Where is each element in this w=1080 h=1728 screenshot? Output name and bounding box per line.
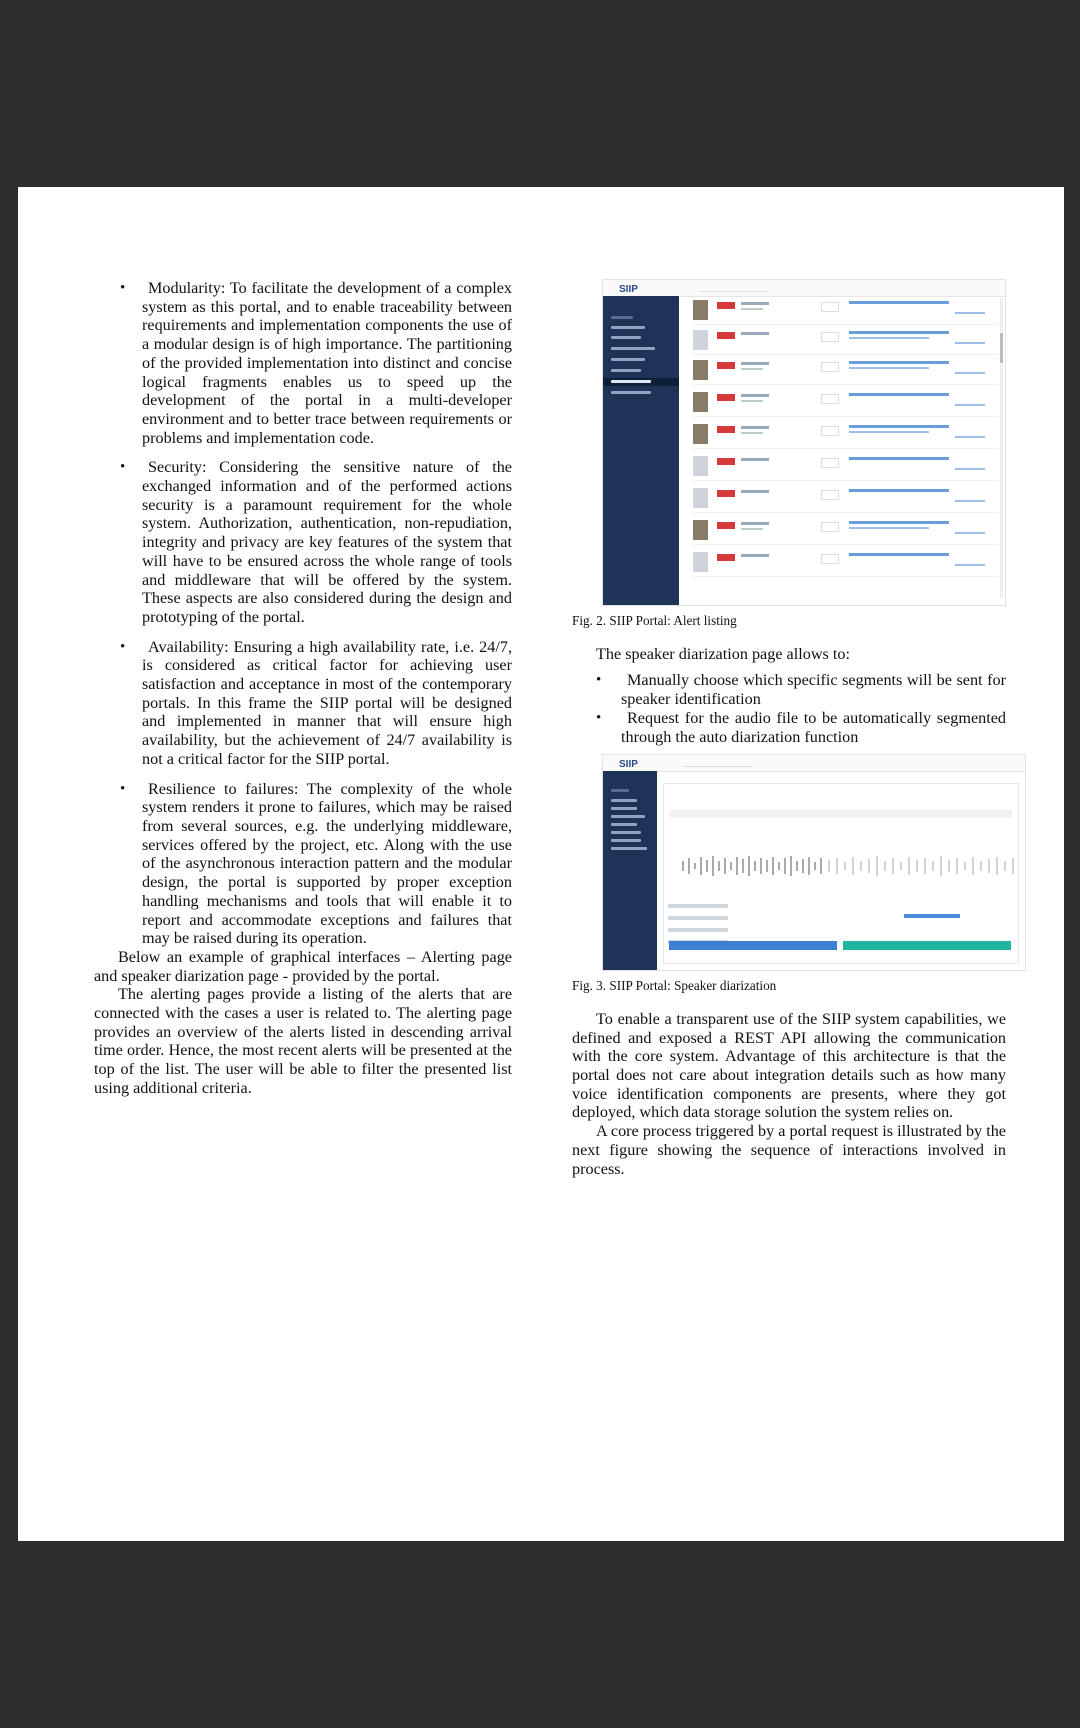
- portal-sidebar: [603, 296, 679, 605]
- figure-2-caption: Fig. 2. SIIP Portal: Alert listing: [572, 613, 737, 628]
- figure-3-caption: Fig. 3. SIIP Portal: Speaker diarization: [572, 978, 777, 994]
- alert-row: [693, 388, 999, 417]
- bullet-resilience: • Resilience to failures: The complexity of the whole system renders it prone to failures, which may be raised from several sources, e.g. the underlying middleware, services offered by the project, etc. Along with the use of the asynchronous interaction pattern and the modular design, the portal is supported by proper exception handling mechanisms and tools that will enable it to report and accommodate exceptions and failures that may be raised during its operation.: [94, 780, 512, 948]
- paper-page: [18, 187, 1064, 1541]
- portal-topbar: [603, 755, 1025, 772]
- search-box: [699, 283, 769, 292]
- alert-row: [693, 356, 999, 385]
- run-diarization-button: [843, 941, 1011, 950]
- bullet-modularity: • Modularity: To facilitate the development of a complex system as this portal, and to enable traceability between requirements and implementation components the use of a modular design is of high importance. The partitioning of the provided implementation into distinct and concise logical fragments enables us to speed up the development of the portal in a multi-developer environment and to better trace between requirements or problems and implementation code.: [94, 279, 512, 447]
- paragraph-core-process: A core process triggered by a portal request is illustrated by the next figure showing the sequence of interactions involved in process.: [572, 1122, 1006, 1178]
- figure-alert-listing: [602, 279, 1006, 606]
- alert-row: [693, 420, 999, 449]
- right-column: [572, 279, 1006, 1178]
- bullet-auto-segment: • Request for the audio file to be automatically segmented through the auto diarization function: [572, 709, 1006, 746]
- send-speaker-id-button: [669, 941, 837, 950]
- alert-row: [693, 548, 999, 577]
- alert-row: [693, 516, 999, 545]
- figure-speaker-diarization: [602, 754, 1026, 971]
- siip-logo: SIIP: [619, 284, 638, 295]
- alert-row: [693, 326, 999, 355]
- bullet-manual-segments: • Manually choose which specific segments will be sent for speaker identification: [572, 671, 1006, 708]
- portal-sidebar: [603, 771, 657, 970]
- portal-topbar: [603, 280, 1005, 297]
- paragraph-alerting: The alerting pages provide a listing of the alerts that are connected with the cases a user is related to. The alerting page provides an overview of the alerts listed in descending arrival time order. Hence, the most recent alerts will be presented at the top of the list. The user will be able to filter the presented list using additional criteria.: [94, 985, 512, 1097]
- alert-row: [693, 484, 999, 513]
- paragraph-examples: Below an example of graphical interfaces – Alerting page and speaker diarization page - provided by the portal.: [94, 947, 512, 985]
- left-column: [94, 279, 512, 1098]
- alert-row: [693, 452, 999, 481]
- bullet-security: • Security: Considering the sensitive nature of the exchanged information and of the performed actions security is a paramount requirement for the whole system. Authorization, authentication, non-repudiation, integrity and privacy are key features of the system that will have to be ensured across the whole range of tools and middleware that will be offered by the system. These aspects are also considered during the design and prototyping of the portal.: [94, 458, 512, 626]
- diarization-intro: The speaker diarization page allows to:: [596, 644, 850, 663]
- paragraph-rest-api: To enable a transparent use of the SIIP system capabilities, we defined and exposed a REST API allowing the communication with the core system. Advantage of this architecture is that the portal does not care about integration details such as how many voice identification components are presents, where they got deployed, which data storage solution the system relies on.: [572, 1009, 1006, 1122]
- siip-logo: SIIP: [619, 759, 638, 771]
- bullet-availability: • Availability: Ensuring a high availability rate, i.e. 24/7, is considered as critical factor for achieving user satisfaction and acceptance in most of the contemporary portals. In this frame the SIIP portal will be designed and implemented in manner that will ensure high availability, but the achievement of 24/7 availability is not a critical factor for the SIIP portal.: [94, 638, 512, 769]
- alert-row: [693, 296, 999, 325]
- search-box: [683, 758, 753, 767]
- audio-waveform: [679, 855, 1023, 877]
- requirements-list: [94, 279, 512, 948]
- diarization-list: [572, 671, 1006, 746]
- scrollbar: [1000, 298, 1003, 598]
